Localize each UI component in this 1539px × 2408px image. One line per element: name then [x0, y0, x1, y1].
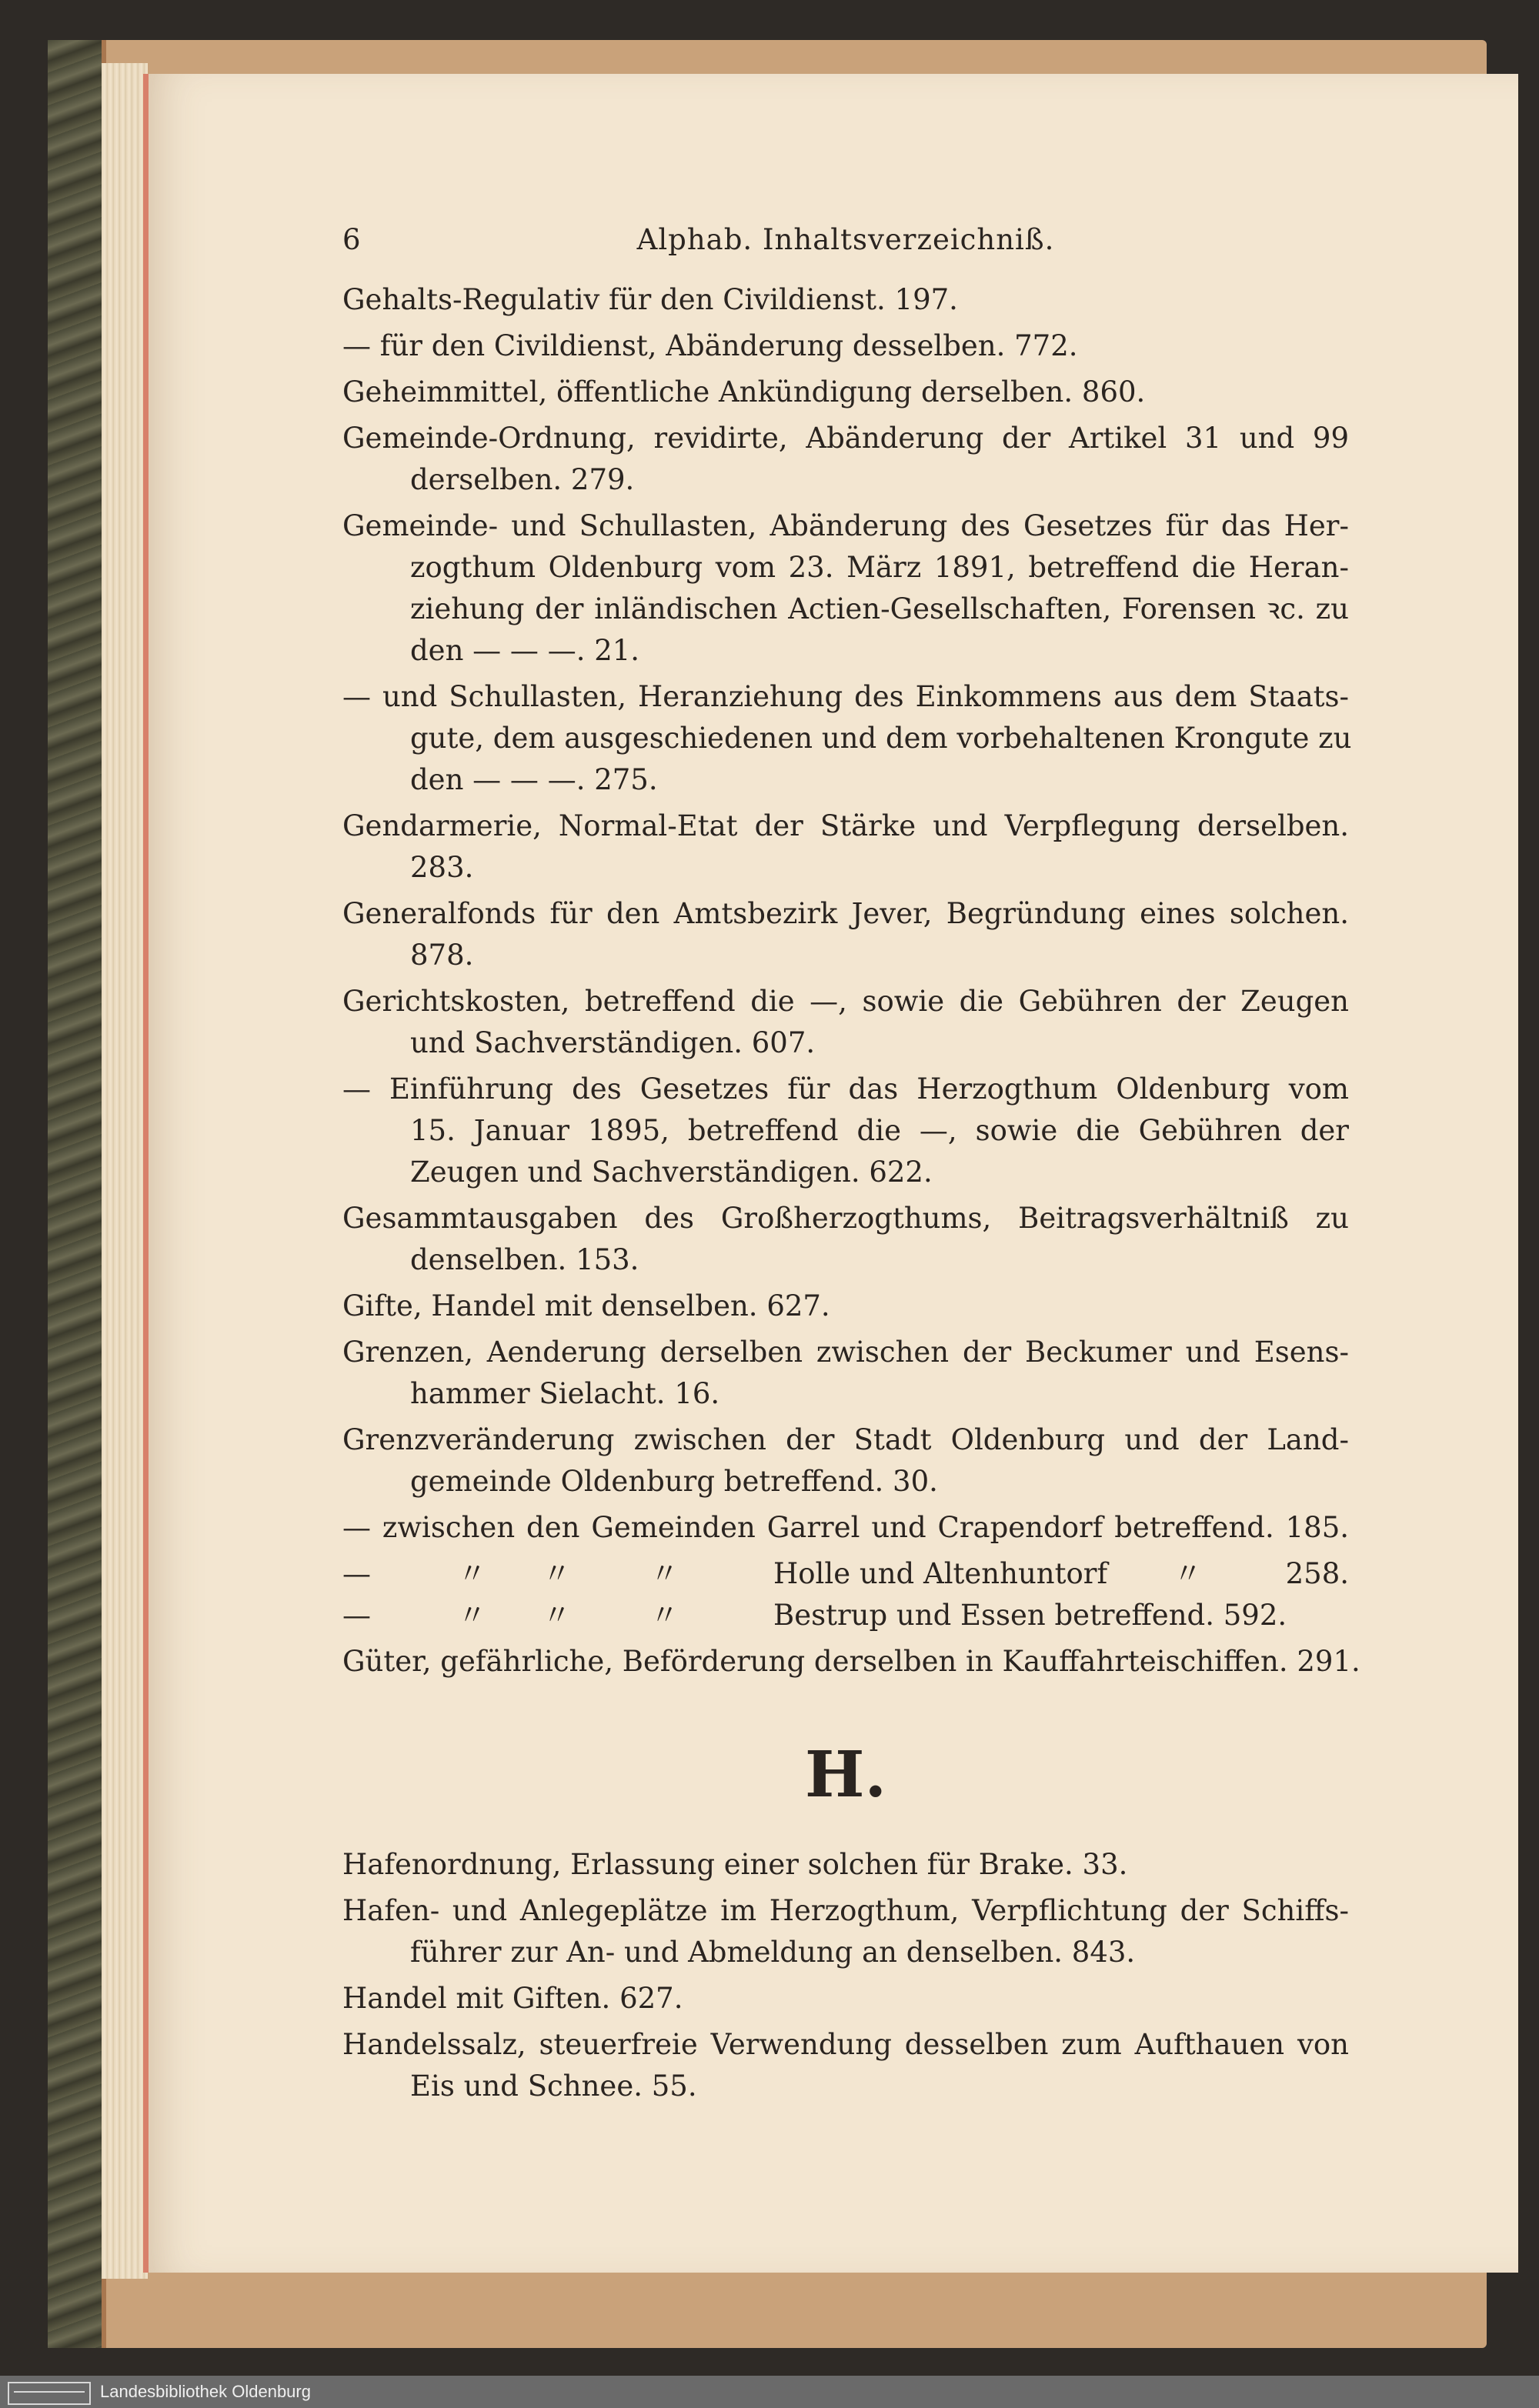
entry-line: Gemeinde- und Schullasten, Abänderung des Gesetzes für das Her-	[342, 509, 1349, 542]
entry-line: — zwischen den Gemeinden Garrel und Crapendorf betreffend. 185.	[342, 1511, 1349, 1544]
ditto-mark: 〃	[458, 1557, 486, 1590]
running-head: Alphab. Inhaltsverzeichniß.	[636, 223, 1055, 256]
index-entry	[342, 1069, 1349, 1193]
entry-line: 878.	[410, 939, 474, 972]
entry-line: — Einführung des Gesetzes für das Herzogthum Oldenburg vom	[342, 1072, 1349, 1106]
entry-line: und Sachverständigen. 607.	[410, 1026, 816, 1059]
entry-line: — für den Civildienst, Abänderung desselben. 772.	[342, 329, 1078, 362]
page-edges	[102, 63, 148, 2279]
entries-g	[342, 279, 1360, 1683]
entries-h	[342, 1844, 1349, 2107]
entry-line: Gemeinde-Ordnung, revidirte, Abänderung der Artikel 31 und 99	[342, 422, 1349, 455]
ditto-dash: —	[342, 1557, 371, 1590]
entry-line: Geheimmittel, öffentliche Ankündigung derselben. 860.	[342, 375, 1146, 409]
entry-line: Gifte, Handel mit denselben. 627.	[342, 1289, 830, 1322]
ditto-mark: 〃	[542, 1599, 571, 1632]
index-entry	[342, 1507, 1349, 1549]
entry-line: Generalfonds für den Amtsbezirk Jever, Begründung eines solchen.	[342, 897, 1349, 930]
ditto-mark: 〃	[650, 1599, 679, 1632]
entry-line: zogthum Oldenburg vom 23. März 1891, betreffend die Heran-	[410, 551, 1349, 584]
entry-line: führer zur An- und Abmeldung an denselben. 843.	[410, 1936, 1136, 1969]
footer-bar	[0, 2376, 1539, 2408]
index-entry	[342, 418, 1349, 501]
entry-line: 283.	[410, 851, 474, 884]
ditto-dash: —	[342, 1599, 371, 1632]
entry-line: den — — —. 275.	[410, 763, 658, 796]
entry-line: ziehung der inländischen Actien-Gesellschaften, Forensen ꝛc. zu	[410, 592, 1349, 625]
index-entry	[342, 1286, 1349, 1327]
index-entry	[342, 1890, 1349, 1973]
index-entry	[342, 805, 1349, 889]
entry-line: gute, dem ausgeschiedenen und dem vorbehaltenen Krongute zu	[410, 722, 1352, 755]
ditto-mark: 〃	[542, 1557, 571, 1590]
entry-line: denselben. 153.	[410, 1243, 639, 1276]
entry-line: Gerichtskosten, betreffend die —, sowie die Gebühren der Zeugen	[342, 985, 1349, 1018]
entry-line: Grenzveränderung zwischen der Stadt Oldenburg und der Land-	[342, 1423, 1349, 1456]
index-entry	[342, 1844, 1349, 1886]
entry-line: — und Schullasten, Heranziehung des Einkommens aus dem Staats-	[342, 680, 1349, 713]
entry-line: Eis und Schnee. 55.	[410, 2069, 697, 2103]
ditto-text: Holle und Altenhuntorf	[773, 1557, 1108, 1590]
ditto-text: Bestrup und Essen betreffend. 592.	[773, 1599, 1287, 1632]
page-header	[342, 219, 1349, 273]
entry-line: Zeugen und Sachverständigen. 622.	[410, 1156, 933, 1189]
ditto-mark: 〃	[1173, 1557, 1202, 1590]
entry-line: gemeinde Oldenburg betreffend. 30.	[410, 1465, 938, 1498]
entry-line: Gendarmerie, Normal-Etat der Stärke und Verpflegung derselben.	[342, 809, 1349, 842]
marbled-spine	[48, 40, 106, 2348]
ditto-mark: 〃	[650, 1557, 679, 1590]
entry-line: 15. Januar 1895, betreffend die —, sowie die Gebühren der	[410, 1114, 1349, 1147]
index-entry	[342, 1978, 1349, 2019]
index-entry	[342, 1332, 1349, 1415]
index-entry	[342, 1198, 1349, 1281]
entry-line: Hafenordnung, Erlassung einer solchen für Brake. 33.	[342, 1848, 1128, 1881]
entry-line: Hafen- und Anlegeplätze im Herzogthum, Verpflichtung der Schiffs-	[342, 1894, 1349, 1927]
ditto-row	[342, 1553, 1349, 1595]
index-entry	[342, 325, 1349, 367]
entry-line: derselben. 279.	[410, 463, 635, 496]
index-entry	[342, 279, 1349, 321]
ditto-page: 258.	[1285, 1557, 1349, 1590]
entry-line: Grenzen, Aenderung derselben zwischen der Beckumer und Esens-	[342, 1336, 1349, 1369]
index-entry	[342, 1419, 1349, 1502]
entry-line: Gesammtausgaben des Großherzogthums, Beitragsverhältniß zu	[342, 1202, 1349, 1235]
ditto-mark: 〃	[458, 1599, 486, 1632]
entry-line: hammer Sielacht. 16.	[410, 1377, 720, 1410]
index-entry	[342, 676, 1352, 801]
ditto-row	[342, 1595, 1349, 1636]
entry-line: Gehalts-Regulativ für den Civildienst. 197.	[342, 283, 958, 316]
entry-line: Handel mit Giften. 627.	[342, 1982, 683, 2015]
index-entry	[342, 372, 1349, 413]
entry-line: Handelssalz, steuerfreie Verwendung desselben zum Aufthauen von	[342, 2028, 1349, 2061]
index-entry	[342, 2024, 1349, 2107]
page-number: 6	[342, 223, 361, 256]
entry-line: den — — —. 21.	[410, 634, 640, 667]
index-entry	[342, 1641, 1360, 1683]
index-entry	[342, 505, 1349, 672]
index-entry	[342, 893, 1349, 976]
section-letter-h: H.	[804, 1738, 887, 1812]
library-name: Landesbibliothek Oldenburg	[100, 2382, 311, 2401]
index-entry	[342, 981, 1349, 1064]
page-content	[342, 219, 1360, 2112]
entry-line: Güter, gefährliche, Beförderung derselben in Kauffahrteischiffen. 291.	[342, 1645, 1360, 1678]
library-logo-icon	[8, 2382, 91, 2405]
